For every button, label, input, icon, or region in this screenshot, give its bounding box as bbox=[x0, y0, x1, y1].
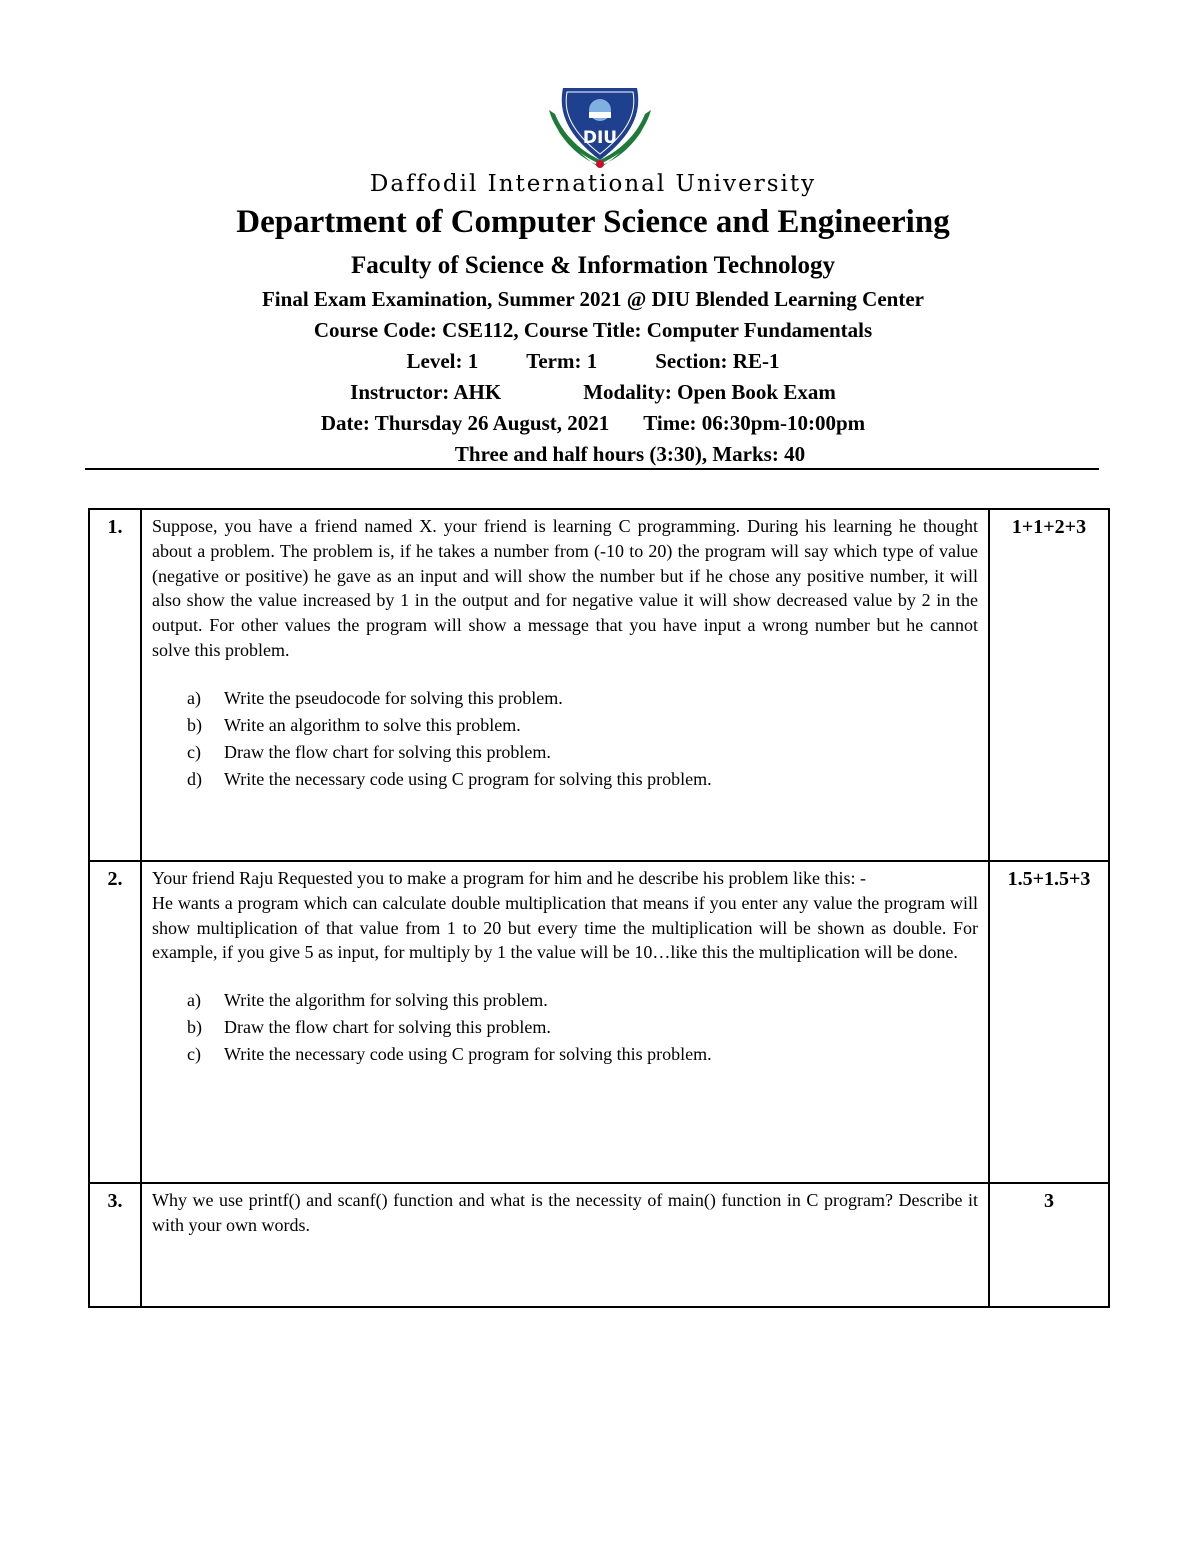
subquestion bbox=[152, 1014, 978, 1041]
header-divider bbox=[85, 468, 1099, 470]
subquestion-label: c) bbox=[187, 1044, 201, 1065]
subquestion bbox=[152, 766, 978, 793]
exam-time: Time: 06:30pm-10:00pm bbox=[643, 411, 866, 435]
modality: Modality: Open Book Exam bbox=[583, 380, 836, 404]
subquestion-label: b) bbox=[187, 714, 202, 735]
question-marks: 3 bbox=[989, 1183, 1109, 1307]
questions-table bbox=[88, 508, 1110, 1308]
faculty-title: Faculty of Science & Information Technology bbox=[350, 252, 835, 279]
instructor: Instructor: AHK bbox=[350, 380, 502, 404]
subquestion-label: a) bbox=[187, 687, 201, 708]
subquestion-text: Write an algorithm to solve this problem. bbox=[224, 714, 521, 735]
subquestion-text: Write the algorithm for solving this problem. bbox=[224, 990, 548, 1011]
subquestion-label: c) bbox=[187, 741, 201, 762]
question-number: 1. bbox=[89, 509, 141, 861]
question-number: 3. bbox=[89, 1183, 141, 1307]
exam-date: Date: Thursday 26 August, 2021 bbox=[320, 411, 610, 435]
university-logo bbox=[545, 80, 655, 172]
question-text: Why we use printf() and scanf() function and what is the necessity of main() function in C program? Describe it with your own words. bbox=[152, 1190, 978, 1235]
subquestion bbox=[152, 739, 978, 766]
question-marks: 1.5+1.5+3 bbox=[989, 861, 1109, 1183]
level: Level: 1 bbox=[406, 349, 479, 373]
subquestion-list bbox=[152, 987, 978, 1068]
question-text: Suppose, you have a friend named X. your friend is learning C programming. During his learning he thought about a problem. The problem is, if he takes a number from (-10 to 20) the program will say which type of value (negative or positive) he gave as an input and will show the number but if he chose any positive number, it will also show the value increased by 1 in the output and for negative value it will show decreased value by 2 in the output. For other values the program will show a message that you have input a wrong number but he cannot solve this problem. bbox=[152, 516, 978, 660]
subquestion-text: Draw the flow chart for solving this problem. bbox=[224, 741, 551, 762]
subquestion-label: d) bbox=[187, 768, 202, 789]
subquestion-text: Write the pseudocode for solving this problem. bbox=[224, 687, 563, 708]
subquestion bbox=[152, 987, 978, 1014]
section: Section: RE-1 bbox=[655, 349, 780, 373]
university-name: Daffodil International University bbox=[369, 171, 817, 197]
question-row bbox=[89, 861, 1109, 1183]
subquestion-text: Draw the flow chart for solving this problem. bbox=[224, 1017, 551, 1038]
subquestion-label: a) bbox=[187, 990, 201, 1011]
subquestion-text: Write the necessary code using C program for solving this problem. bbox=[224, 768, 712, 789]
logo-letters: DIU bbox=[582, 128, 618, 148]
question-body bbox=[141, 861, 989, 1183]
subquestion bbox=[152, 685, 978, 712]
subquestion-label: b) bbox=[187, 1017, 202, 1038]
duration-marks: Three and half hours (3:30), Marks: 40 bbox=[454, 442, 806, 466]
question-marks: 1+1+2+3 bbox=[989, 509, 1109, 861]
question-text: Your friend Raju Requested you to make a program for him and he describe his problem like this: - bbox=[152, 868, 867, 888]
department-title: Department of Computer Science and Engineering bbox=[236, 204, 950, 240]
exam-title: Final Exam Examination, Summer 2021 @ DIU Blended Learning Center bbox=[261, 287, 924, 311]
subquestion-text: Write the necessary code using C program for solving this problem. bbox=[224, 1044, 712, 1065]
date-time bbox=[0, 411, 1186, 436]
level-term-section bbox=[0, 349, 1186, 374]
question-body bbox=[141, 509, 989, 861]
instructor-modality bbox=[0, 380, 1186, 405]
question-row bbox=[89, 1183, 1109, 1307]
term: Term: 1 bbox=[526, 349, 598, 373]
question-number: 2. bbox=[89, 861, 141, 1183]
subquestion bbox=[152, 712, 978, 739]
subquestion-list bbox=[152, 685, 978, 793]
question-body bbox=[141, 1183, 989, 1307]
subquestion bbox=[152, 1041, 978, 1068]
question-text-continued: He wants a program which can calculate double multiplication that means if you enter any value the program will show multiplication of that value from 1 to 20 but every time the multiplication will be shown as double. For example, if you give 5 as input, for multiply by 1 the value will be 10…like this the multiplication will be done. bbox=[152, 892, 978, 963]
course-info: Course Code: CSE112, Course Title: Computer Fundamentals bbox=[313, 318, 873, 342]
question-row bbox=[89, 509, 1109, 861]
